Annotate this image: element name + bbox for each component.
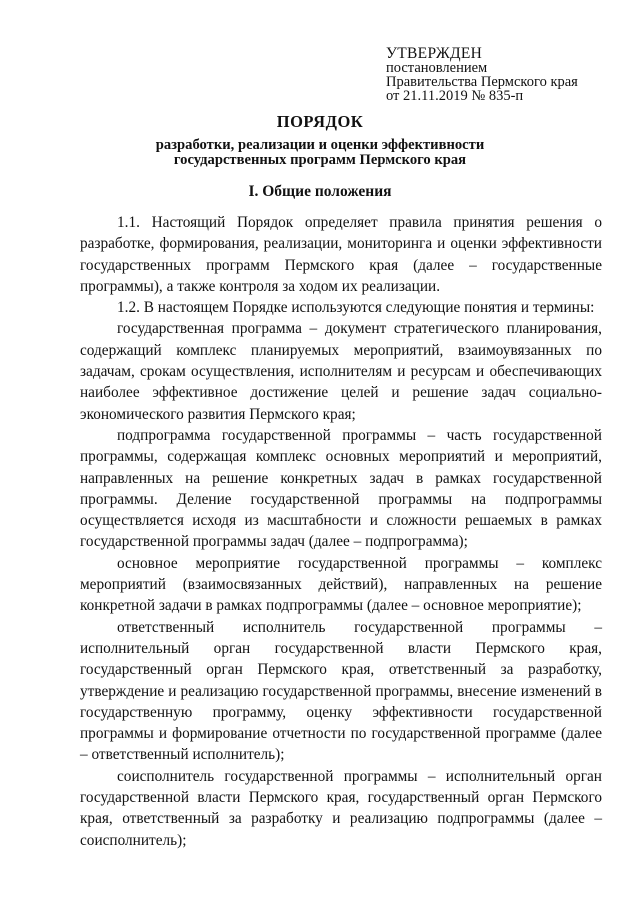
paragraph: 1.1. Настоящий Порядок определяет правила принятия решения о разработке, формирования, реализации, мониторинга и оценки эффективности государственных программ Пермского края (далее – государственные программы), а также контроля за ходом их реализации. <box>80 214 602 295</box>
paragraph: подпрограмма государственной программы – часть государственной программы, содержащая комплекс основных мероприятий и мероприятий, направленных на решение конкретных задач в рамках государственной программы. Деление государственной программы на подпрограммы осуществляется исходя из масштабности и сложности решаемых в рамках государственной программы задач (далее – подпрограмма); <box>80 426 602 551</box>
approval-date-line: от 21.11.2019 № 835-п <box>386 88 524 104</box>
paragraph: 1.2. В настоящем Порядке используются следующие понятия и термины: <box>117 299 595 317</box>
section-heading: I. Общие положения <box>248 183 392 200</box>
document-title: ПОРЯДОК <box>276 112 364 131</box>
approval-heading: УТВЕРЖДЕН <box>386 45 483 62</box>
subtitle-line: государственных программ Пермского края <box>173 152 467 168</box>
paragraph: ответственный исполнитель государственной программы – исполнительный орган государственной власти Пермского края, государственный орган Пермского края, ответственный за разработку, утверждение и реализацию государственной программы, внесение изменений в государственную программу, оценку эффективности государственной программы и формирование отчетности по государственной программе (далее – ответственный исполнитель); <box>80 618 602 764</box>
paragraph: соисполнитель государственной программы – исполнительный орган государственной власти Пермского края, государственный орган Пермского края, ответственный за разработку и реализацию подпрограммы (далее – соисполнитель); <box>80 767 602 849</box>
paragraph: государственная программа – документ стратегического планирования, содержащий комплекс планируемых мероприятий, взаимоувязанных по задачам, срокам осуществления, исполнителям и ресурсам и обеспечивающих наиболее эффективное достижение целей и решение задач социально-экономического развития Пермского края; <box>80 320 602 423</box>
paragraph: основное мероприятие государственной программы – комплекс мероприятий (взаимосвязанных действий), направленных на решение конкретной задачи в рамках подпрограммы (далее – основное мероприятие); <box>80 554 602 615</box>
document-subtitle <box>0 138 640 168</box>
approval-line: Правительства Пермского края <box>386 74 578 90</box>
document-body <box>80 212 602 851</box>
approval-line: постановлением <box>386 60 488 76</box>
subtitle-line: разработки, реализации и оценки эффективности <box>155 137 485 153</box>
approval-stamp <box>386 47 578 103</box>
